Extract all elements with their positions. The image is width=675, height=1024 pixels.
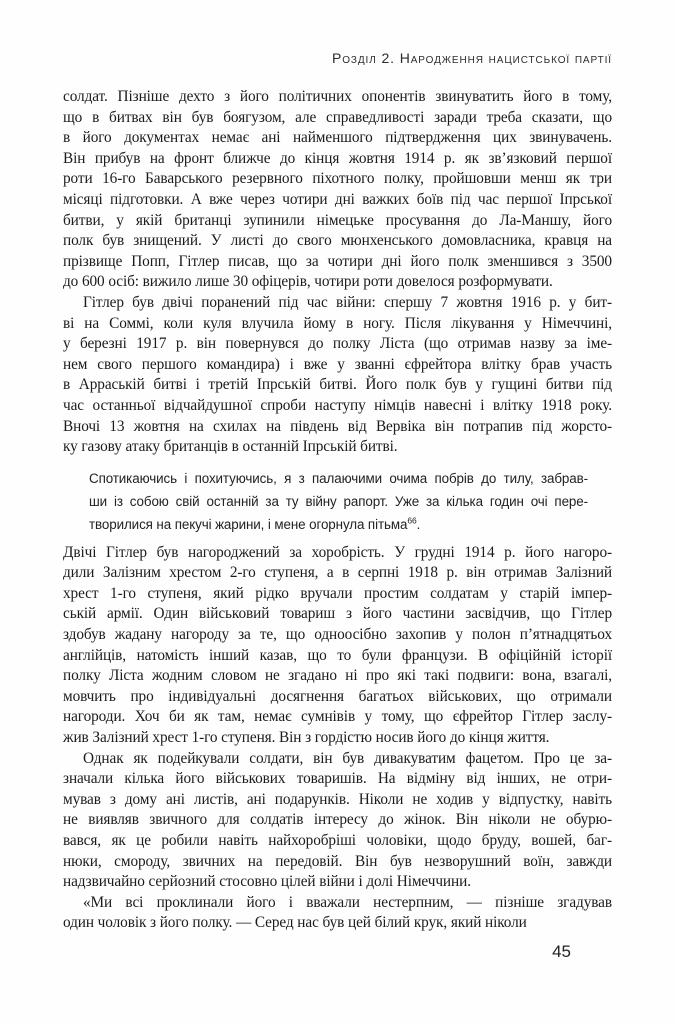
text-line: в Арраській битві і третій Іпрській битві. Його полк був у гущині битви під [63,376,612,394]
text-line: солдат. Пізніше дехто з його політичних опонентів звинуватить його в тому, [63,88,612,105]
body-paragraph [63,543,612,749]
text-line: значали кілька його військових товаришів. На відміну від інших, не отри- [63,770,612,788]
running-header: Розділ 2. Народження нацистської партії [331,50,612,66]
page-number: 45 [552,942,571,961]
text-line: Вночі 13 жовтня на схилах на південь від Вервіка він потрапив під жорсто- [63,417,612,435]
text-line: один чоловік з його полку. — Серед нас був цей білий крук, який ніколи [63,914,527,932]
text-line: Однак як подейкували солдати, він був дивакуватим фацетом. Про це за- [83,749,612,767]
text-line: ши із собою свій останній за ту війну рапорт. Уже за кілька годин очі пере- [89,493,588,509]
text-line: хрест 1-го ступеня, який рідко вручали простим солдатам у старій імпер- [63,584,612,602]
text-line: полку Ліста жодним словом не згадано ні про які такі подвиги: вона, взагалі, [63,667,612,685]
text-line: Двічі Гітлер був нагороджений за хоробрість. У грудні 1914 р. його нагоро- [63,543,612,561]
text-line: до 600 осіб: вижило лише 30 офіцерів, чотири роти довелося розформувати. [63,273,553,291]
text-line: ській армії. Один військовий товариш з його частини засвідчив, що Гітлер [63,605,612,623]
text-line: час останньої відчайдушної спроби наступу німців навесні і влітку 1918 року. [63,396,612,414]
text-line: Гітлер був двічі поранений під час війни: спершу 7 жовтня 1916 р. у бит- [83,293,612,311]
text-block [63,87,612,934]
text-line: у березні 1917 р. він повернувся до полку Ліста (що отримав назву за іме- [63,335,612,353]
text-line: дили Залізним хрестом 2-го ступеня, а в серпні 1918 р. він отримав Залізний [63,564,612,582]
text-line: місяці підготовки. А вже через чотири дні важких боїв під час першої Іпрської [63,190,612,208]
body-paragraph [63,749,612,893]
text-line: прізвище Попп, Гітлер писав, що за чотири дні його полк зменшився з 3500 [63,252,612,270]
text-line: Він прибув на фронт ближче до кінця жовтня 1914 р. як зв’язковий першої [63,149,612,167]
body-paragraph [63,293,612,458]
footnote-ref: 66 [407,515,417,526]
text-line: вався, як це робили навіть найхоробріші чоловіки, щодо бруду, вошей, баг- [63,832,612,849]
text-line: Спотикаючись і похитуючись, я з палаючими очима побрів до тилу, забрав- [89,470,588,486]
text-line [89,513,588,536]
text-line: роти 16-го Баварського резервного піхотного полку, пройшовши менш як три [63,170,612,188]
text-line: англійців, натомість інший казав, що то були французи. В офіційній історії [63,646,612,664]
quote-text-tail: . [416,516,421,532]
quote-text: творилися на пекучі жарини, і мене огорнула пітьма [89,516,408,532]
text-line: нюки, смороду, звичних на передовій. Він був незворушний воїн, завжди [63,852,612,870]
text-line: «Ми всі проклинали його і вважали нестерпним, — пізніше згадував [83,893,612,911]
text-line: мував з дому ані листів, ані подарунків. Ніколи не ходив у відпустку, навіть [63,790,612,808]
text-line: ві на Соммі, коли куля влучила йому в ногу. Після лікування у Німеччині, [63,314,612,332]
text-line: жив Залізний хрест 1-го ступеня. Він з гордістю носив його до кінця життя. [63,729,550,747]
text-line: в його документах немає ані найменшого підтвердження цих звинувачень. [63,129,612,147]
text-line: здобув жадану нагороду за те, що одноосібно захопив у полон п’ятнадцятьох [63,626,612,644]
text-line: не виявляв звичного для солдатів інтересу до жінок. Він ніколи не обурю- [63,811,612,829]
text-line: нагороди. Хоч би як там, немає сумнівів у тому, що єфрейтор Гітлер заслу- [63,708,612,726]
text-line: ку газову атаку британців в останній Іпрській битві. [63,438,398,456]
text-line: битви, у якій британці зупинили німецьке просування до Ла-Маншу, його [63,211,612,229]
text-line: мовчить про індивідуальні досягнення багатьох військових, що отримали [63,687,612,705]
body-paragraph [63,87,612,293]
text-line: надзвичайно серйозний стосовно цілей війни і долі Німеччини. [63,873,471,891]
body-paragraph [63,893,612,934]
text-line: нем свого першого командира) і вже у званні єфрейтора влітку брав участь [63,355,612,373]
text-line: що в битвах він був боягузом, але справедливості заради треба сказати, що [63,108,612,126]
text-line: полк був знищений. У листі до свого мюнхенського домовласника, кравця на [63,232,612,250]
block-quote [89,467,588,536]
